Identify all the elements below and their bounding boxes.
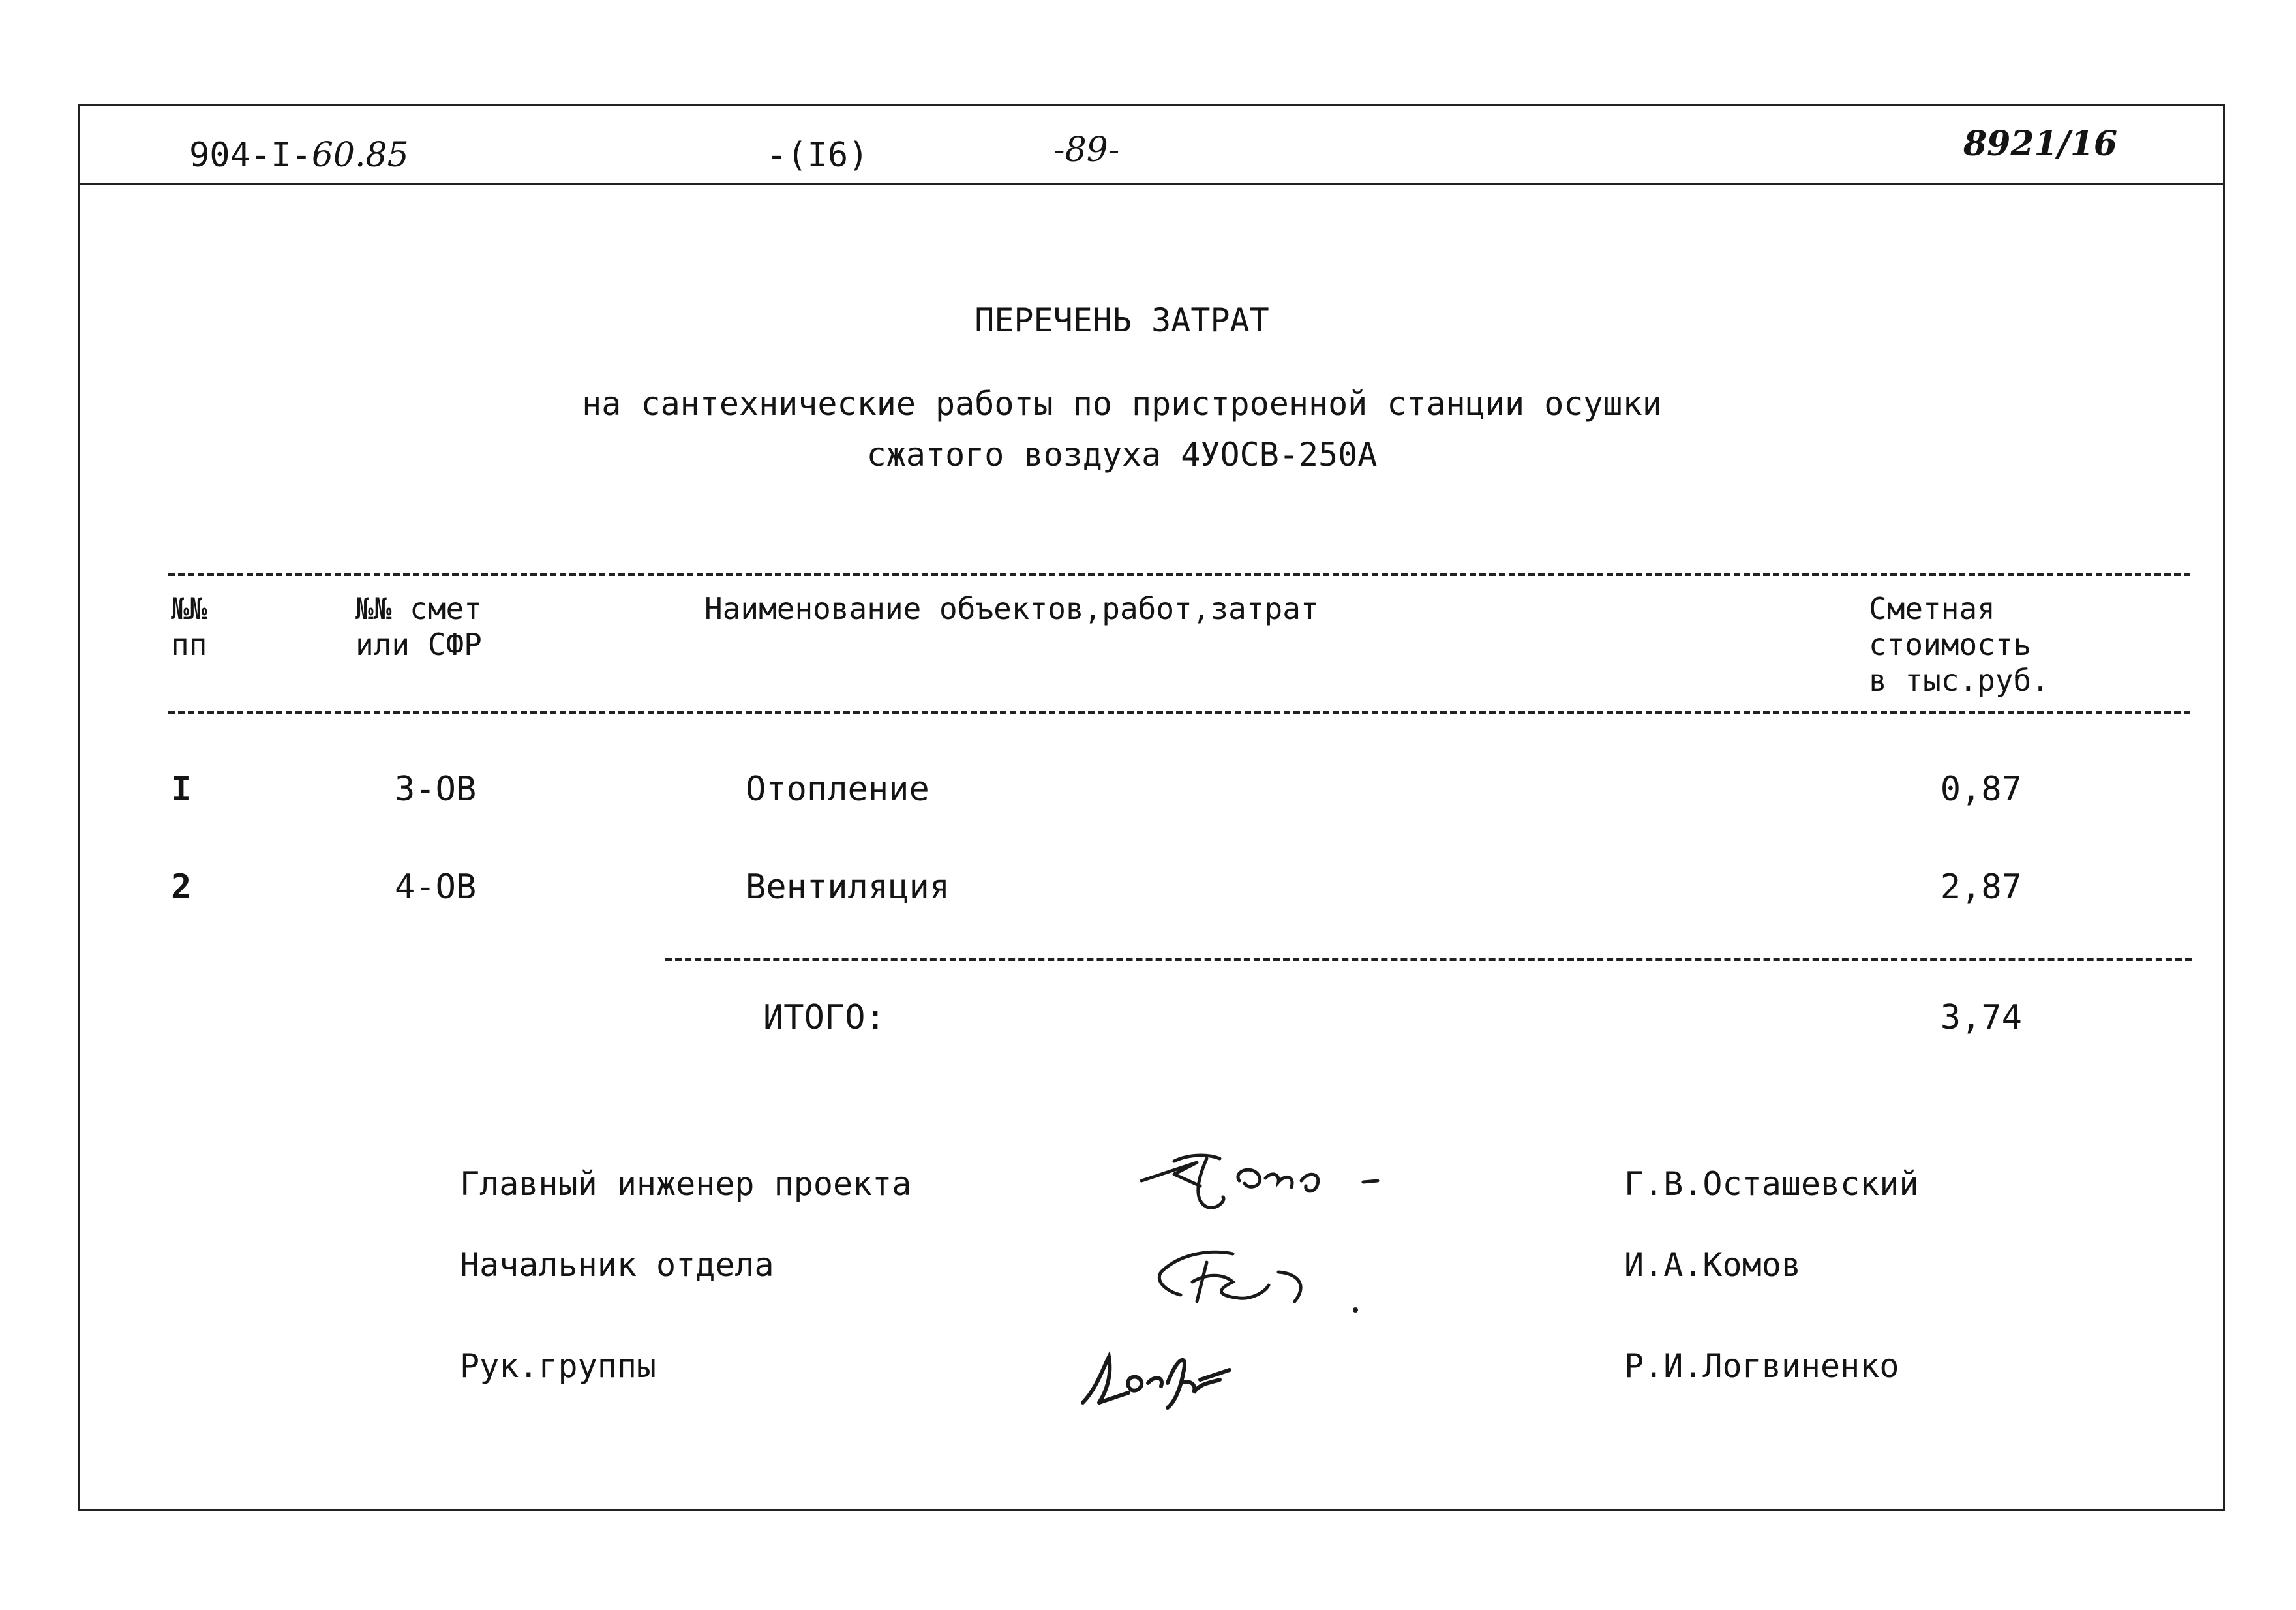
signature-role: Начальник отдела [460,1246,774,1284]
column-header-name-line1: Наименование объектов,работ,затрат [704,591,1319,626]
document-title: ПЕРЕЧЕНЬ ЗАТРАТ [974,301,1269,339]
document-subtitle-line2: сжатого воздуха 4УОСВ-250А [866,436,1378,474]
page-number: -89- [1053,130,1120,170]
signature-role: Рук.группы [460,1347,657,1385]
signature-role: Главный инженер проекта [460,1165,912,1203]
column-header-row-num [171,591,207,663]
doc-code [189,136,409,175]
column-header-estimate-line1: №№ смет [355,591,482,626]
total-rule [665,958,2192,961]
column-header-cost [1869,591,2049,699]
column-header-name [704,591,1319,627]
column-header-cost-line2: стоимость [1869,627,2032,663]
row-name: Отопление [746,770,929,809]
column-header-cost-line3: в тыс.руб. [1869,663,2049,699]
total-label: ИТОГО: [763,998,886,1037]
doc-code-handwritten: 60.85 [311,136,409,175]
signature-group-lead [1070,1331,1265,1416]
row-estimate: 3-ОВ [395,770,477,809]
inventory-number: 8921/16 [1963,124,2118,164]
column-header-cost-line1: Сметная [1869,591,1995,626]
signatory-name: Г.В.Осташевский [1624,1165,1919,1203]
row-cost: 0,87 [1940,770,2022,809]
row-number: I [171,770,192,809]
column-header-estimate [355,591,482,663]
signatory-name: И.А.Комов [1624,1246,1801,1284]
signatory-name: Р.И.Логвиненко [1624,1347,1899,1385]
row-number: 2 [171,868,192,907]
header-divider [78,183,2223,185]
column-header-row-num-line1: №№ [171,591,207,626]
signature-department-head [1141,1233,1376,1324]
row-cost: 2,87 [1940,868,2022,907]
doc-code-printed: 904-I- [189,136,312,175]
table-header-rule [168,711,2190,714]
table-top-rule [168,573,2190,576]
sheet-number: -(I6) [766,136,869,175]
total-value: 3,74 [1940,998,2022,1037]
column-header-estimate-line2: или СФР [355,627,482,663]
signature-chief-engineer [1135,1135,1396,1239]
row-estimate: 4-ОВ [395,868,477,907]
column-header-row-num-line2: пп [171,627,207,663]
row-name: Вентиляция [746,868,950,907]
document-subtitle-line1: на сантехнические работы по пристроенной станции осушки [582,385,1662,423]
